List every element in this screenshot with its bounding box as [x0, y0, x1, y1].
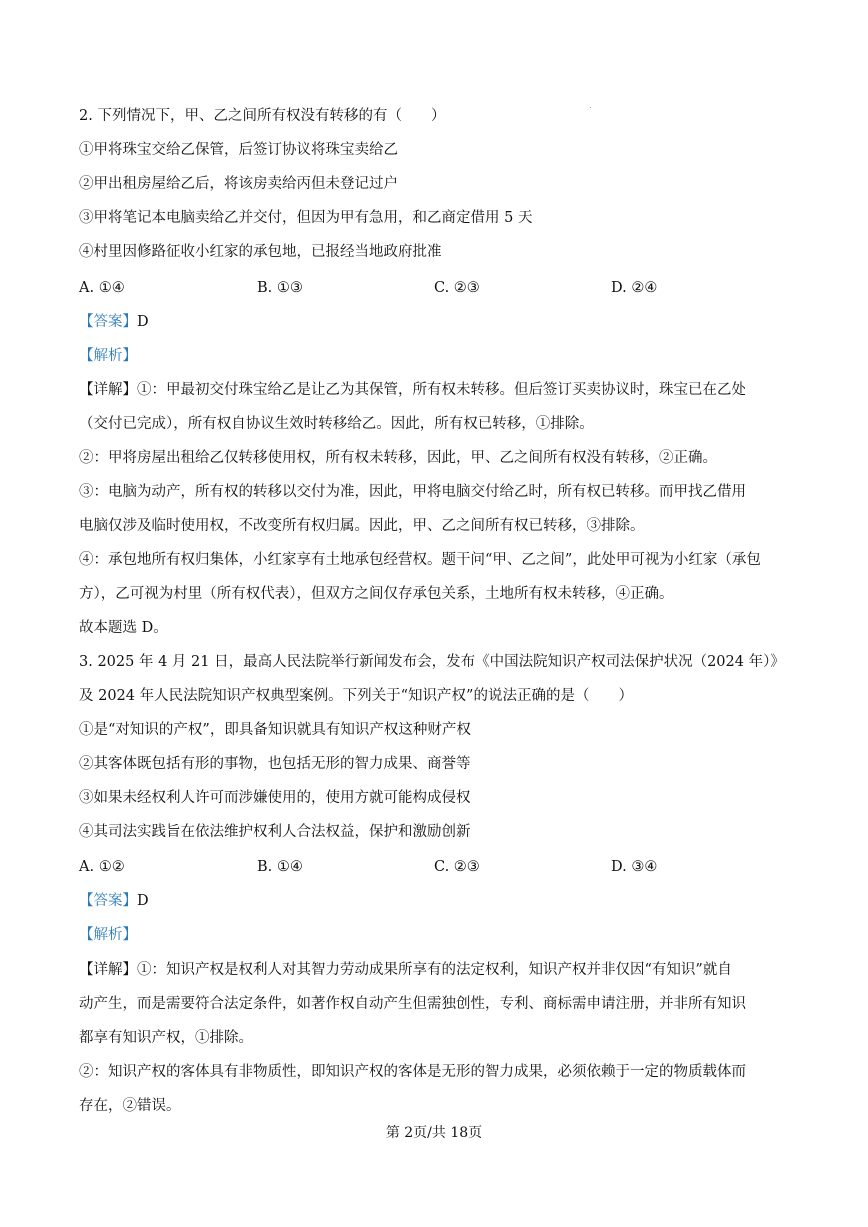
q2-detail-line-3: ②：甲将房屋出租给乙仅转移使用权，所有权未转移，因此，甲、乙之间所有权没有转移，②正确。 [79, 450, 717, 466]
answer-tag: 【答案】 [79, 893, 137, 909]
q2-detail-line-2: （交付已完成），所有权自协议生效时转移给乙。因此，所有权已转移，①排除。 [79, 416, 594, 432]
q2-item-3: ③甲将笔记本电脑卖给乙并交付，但因为甲有急用，和乙商定借用 5 天 [79, 210, 533, 226]
q3-answer [79, 891, 828, 911]
detail-tag: 【详解】 [79, 382, 137, 398]
q3-option-b: B. ①④ [257, 859, 303, 875]
q3-detail-line-3: 都享有知识产权，①排除。 [79, 1030, 253, 1046]
q3-detail-line-5: 存在，②错误。 [79, 1098, 181, 1114]
q3-item-4: ④其司法实践旨在依法维护权利人合法权益，保护和激励创新 [79, 824, 471, 840]
q2-detail-line-7: 方），乙可视为村里（所有权代表），但双方之间仅存承包关系，土地所有权未转移，④正确。 [79, 586, 674, 602]
q2-option-d: D. ②④ [611, 280, 658, 296]
q2-item-2: ②甲出租房屋给乙后，将该房卖给丙但未登记过户 [79, 176, 398, 192]
q3-stem-line-2: 及 2024 年人民法院知识产权典型案例。下列关于“知识产权”的说法正确的是（ ） [79, 688, 633, 704]
q3-stem-line-1: 3. 2025 年 4 月 21 日，最高人民法院举行新闻发布会，发布《中国法院知识产权司法保护状况（2024 年）》 [79, 654, 785, 670]
q3-option-d: D. ③④ [611, 859, 658, 875]
q2-detail-line-5: 电脑仅涉及临时使用权，不改变所有权归属。因此，甲、乙之间所有权已转移，③排除。 [79, 518, 645, 534]
q2-answer [79, 312, 828, 332]
answer-value: D [137, 893, 149, 909]
q2-detail-line-4: ③：电脑为动产，所有权的转移以交付为准，因此，甲将电脑交付给乙时，所有权已转移。而甲找乙借用 [79, 484, 746, 500]
q3-detail-line-1 [79, 960, 828, 980]
page-footer: 第 2页/共 18页 [385, 1125, 483, 1141]
q2-stem: 2. 下列情况下，甲、乙之间所有权没有转移的有（ ） [79, 108, 446, 124]
detail-tag: 【详解】 [79, 962, 137, 978]
q3-item-2: ②其客体既包括有形的事物，也包括无形的智力成果、商誉等 [79, 756, 471, 772]
q2-option-c: C. ②③ [434, 280, 480, 296]
q2-item-4: ④村里因修路征收小红家的承包地，已报经当地政府批准 [79, 244, 442, 260]
answer-tag: 【答案】 [79, 314, 137, 330]
q3-option-c: C. ②③ [434, 859, 480, 875]
q2-option-a: A. ①④ [79, 280, 125, 296]
q3-detail-line-4: ②：知识产权的客体具有非物质性，即知识产权的客体是无形的智力成果，必须依赖于一定的物质载体而 [79, 1064, 746, 1080]
analysis-tag: 【解析】 [79, 927, 137, 943]
q2-analysis [79, 346, 828, 366]
q3-item-1: ①是“对知识的产权”，即具备知识就具有知识产权这种财产权 [79, 722, 471, 738]
q3-item-3: ③如果未经权利人许可而涉嫌使用的，使用方就可能构成侵权 [79, 790, 471, 806]
q3-analysis [79, 925, 828, 945]
q2-detail-line-6: ④：承包地所有权归集体，小红家享有土地承包经营权。题干问“甲、乙之间”，此处甲可视为小红家（承包 [79, 552, 761, 568]
q2-conclusion: 故本题选 D。 [79, 620, 168, 636]
q2-option-b: B. ①③ [257, 280, 303, 296]
detail-text: ①：甲最初交付珠宝给乙是让乙为其保管，所有权未转移。但后签订买卖协议时，珠宝已在乙处 [137, 382, 746, 398]
q3-option-a: A. ①② [79, 859, 125, 875]
q2-item-1: ①甲将珠宝交给乙保管，后签订协议将珠宝卖给乙 [79, 142, 398, 158]
answer-value: D [137, 314, 149, 330]
detail-text: ①：知识产权是权利人对其智力劳动成果所享有的法定权利，知识产权并非仅因“有知识”就自 [137, 962, 732, 978]
q2-detail-line-1 [79, 380, 828, 400]
analysis-tag: 【解析】 [79, 348, 137, 364]
q3-detail-line-2: 动产生，而是需要符合法定条件，如著作权自动产生但需独创性，专利、商标需申请注册，并非所有知识 [79, 996, 746, 1012]
